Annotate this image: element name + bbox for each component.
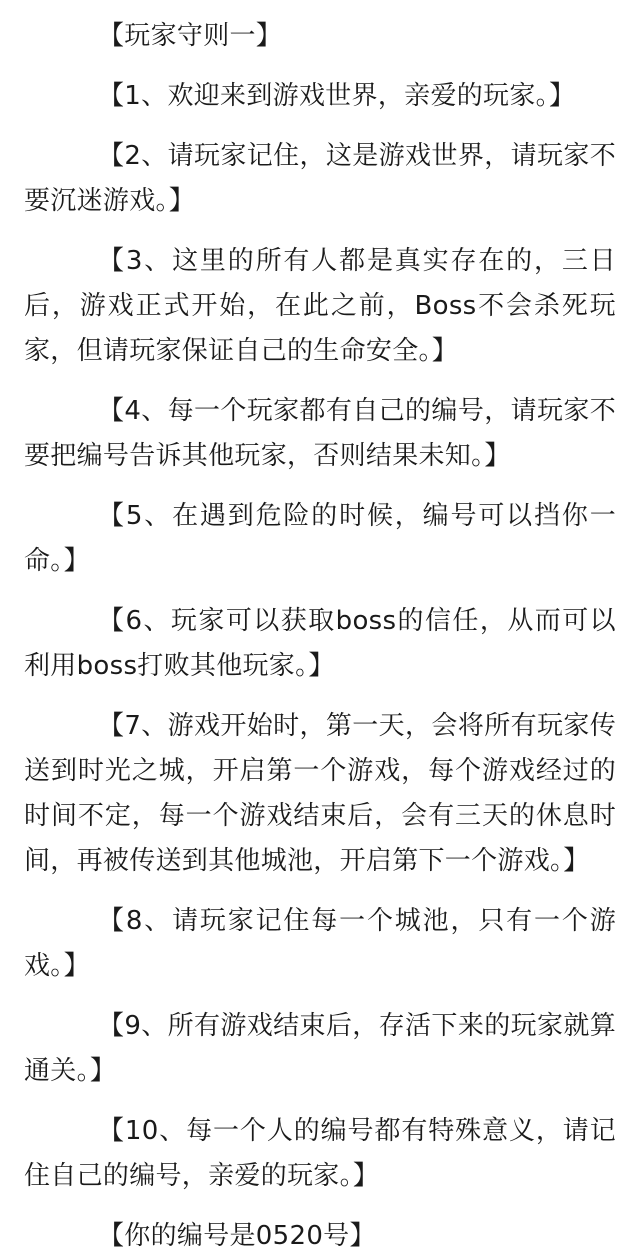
rule-2: 【2、请玩家记住，这是游戏世界，请玩家不要沉迷游戏。】 [24, 141, 616, 216]
player-number-line: 【你的编号是0520号】 [98, 1221, 376, 1251]
rule-4: 【4、每一个玩家都有自己的编号，请玩家不要把编号告诉其他玩家，否则结果未知。】 [24, 396, 616, 471]
rule-8: 【8、请玩家记住每一个城池，只有一个游戏。】 [24, 906, 616, 981]
document-title: 【玩家守则一】 [98, 21, 283, 51]
rule-9: 【9、所有游戏结束后，存活下来的玩家就算通关。】 [24, 1011, 616, 1086]
rule-10: 【10、每一个人的编号都有特殊意义，请记住自己的编号，亲爱的玩家。】 [24, 1116, 616, 1191]
rule-1: 【1、欢迎来到游戏世界，亲爱的玩家。】 [98, 81, 576, 111]
rule-5: 【5、在遇到危险的时候，编号可以挡你一命。】 [24, 501, 616, 576]
rule-6: 【6、玩家可以获取boss的信任，从而可以利用boss打败其他玩家。】 [24, 606, 616, 681]
rule-3: 【3、这里的所有人都是真实存在的，三日后，游戏正式开始，在此之前，Boss不会杀死玩家，但请玩家保证自己的生命安全。】 [24, 246, 616, 366]
rule-7: 【7、游戏开始时，第一天，会将所有玩家传送到时光之城，开启第一个游戏，每个游戏经过的时间不定，每一个游戏结束后，会有三天的休息时间，再被传送到其他城池，开启第下一个游戏。】 [24, 711, 616, 876]
